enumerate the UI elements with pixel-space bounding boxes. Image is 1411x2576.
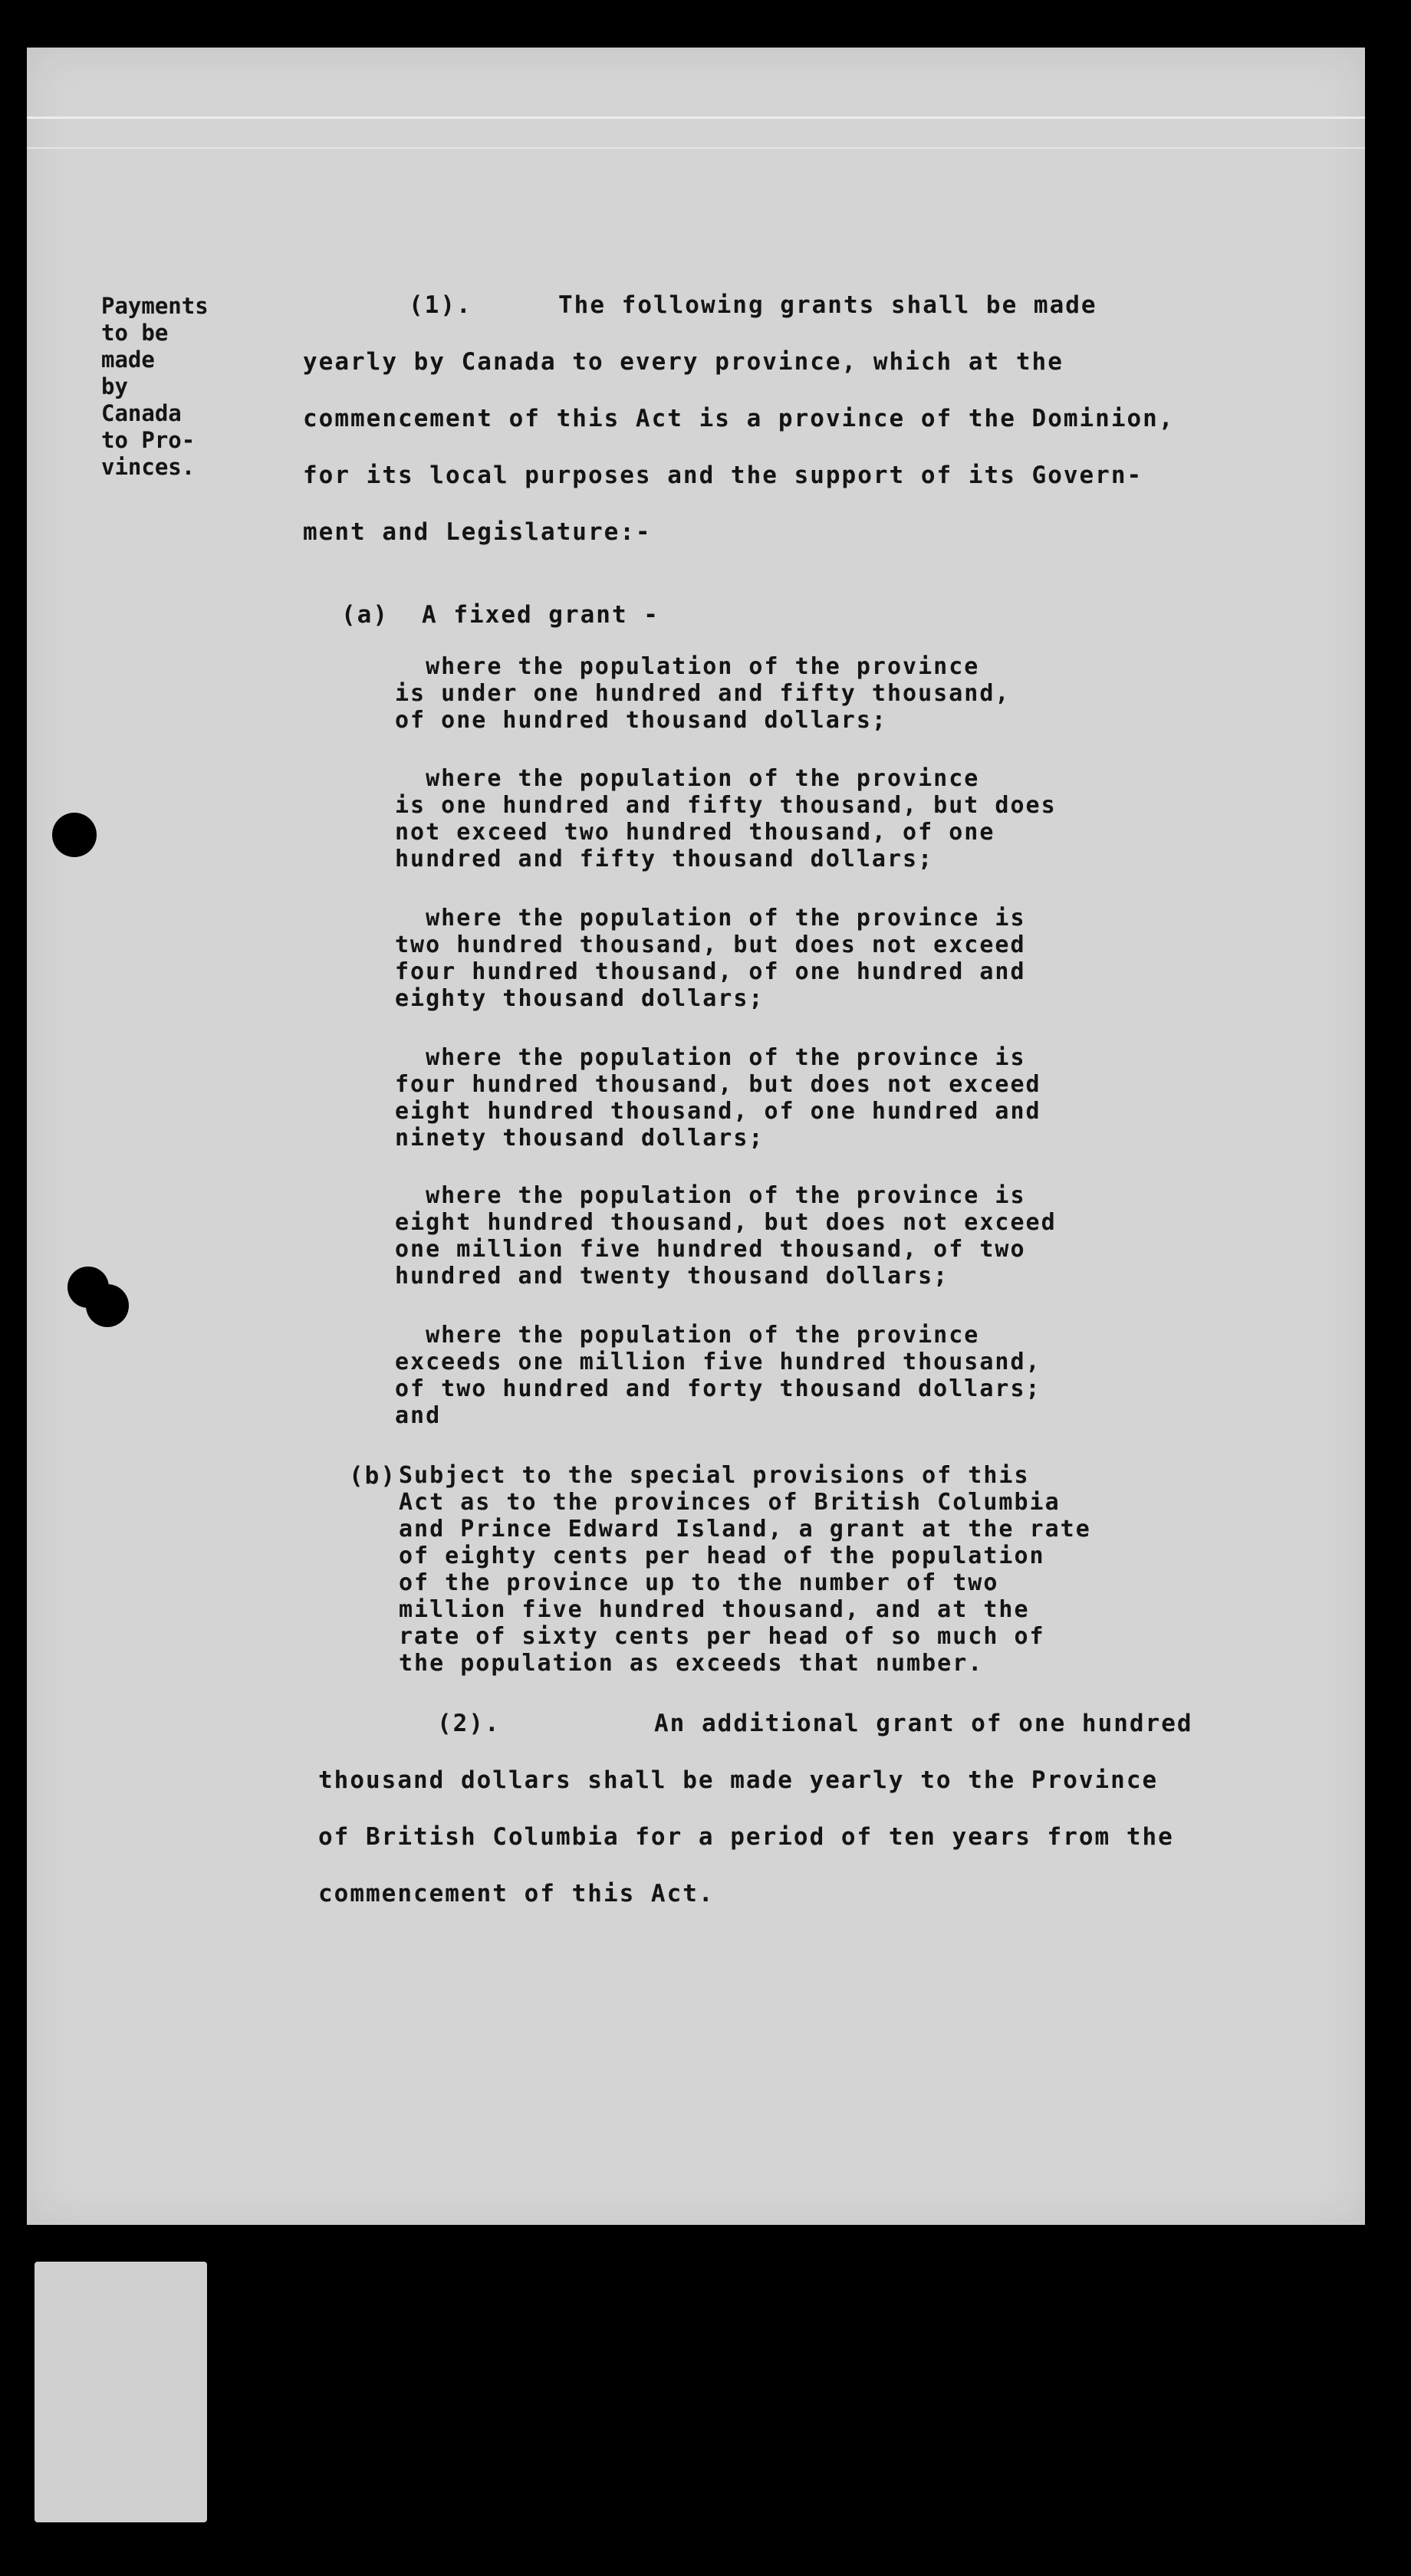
- punch-hole-1: [52, 813, 97, 857]
- section-2-line-3: of British Columbia for a period of ten years from the: [318, 1823, 1174, 1851]
- section-1-line-4: for its local purposes and the support of its Govern-: [303, 462, 1143, 489]
- paper-slip: [35, 2262, 207, 2522]
- clause-b-label: (b): [349, 1462, 396, 1490]
- clause-a-label: (a): [341, 601, 389, 629]
- clause-a-paragraph-1: where the population of the province is under one hundred and fifty thousand, of one hundred thousand dollars;: [395, 653, 1011, 734]
- clause-a-paragraph-4: where the population of the province is four hundred thousand, but does not exceed eight hundred thousand, of one hundred and ninety thousand dollars;: [395, 1044, 1041, 1152]
- clause-a-paragraph-6: where the population of the province exceeds one million five hundred thousand, of two hundred and forty thousand dollars; and: [395, 1322, 1041, 1429]
- page-top-rule-2: [27, 147, 1365, 149]
- page-top-rule: [27, 117, 1365, 119]
- clause-a-paragraph-5: where the population of the province is eight hundred thousand, but does not exceed one million five hundred thousand, of two hundred and twenty thousand dollars;: [395, 1182, 1057, 1290]
- margin-note: Payments to be made by Canada to Pro- vinces.: [101, 293, 209, 480]
- punch-hole-3: [86, 1284, 129, 1327]
- section-1-line-1: The following grants shall be made: [558, 291, 1097, 319]
- document-page: [27, 48, 1365, 2225]
- section-1-line-5: ment and Legislature:-: [303, 518, 652, 546]
- section-1-number: (1).: [409, 291, 472, 319]
- section-1-line-2: yearly by Canada to every province, which at the: [303, 348, 1064, 376]
- section-2-number: (2).: [437, 1710, 501, 1737]
- section-2-line-4: commencement of this Act.: [318, 1880, 715, 1907]
- clause-a-paragraph-2: where the population of the province is one hundred and fifty thousand, but does not exceed two hundred thousand, of one hundred and fifty thousand dollars;: [395, 765, 1057, 872]
- section-2-line-1: An additional grant of one hundred: [654, 1710, 1193, 1737]
- clause-b-text: Subject to the special provisions of this Act as to the provinces of British Columbia and Prince Edward Island, a grant at the rate of eighty cents per head of the population of the province up to the number of two million five hundred thousand, and at the rate of sixty cents per head of so much of the population as exceeds that number.: [399, 1462, 1091, 1677]
- clause-a-heading: A fixed grant -: [422, 601, 659, 629]
- section-1-line-3: commencement of this Act is a province of the Dominion,: [303, 405, 1175, 432]
- clause-a-paragraph-3: where the population of the province is two hundred thousand, but does not exceed four hundred thousand, of one hundred and eighty thousand dollars;: [395, 905, 1026, 1012]
- section-2-line-2: thousand dollars shall be made yearly to the Province: [318, 1766, 1159, 1794]
